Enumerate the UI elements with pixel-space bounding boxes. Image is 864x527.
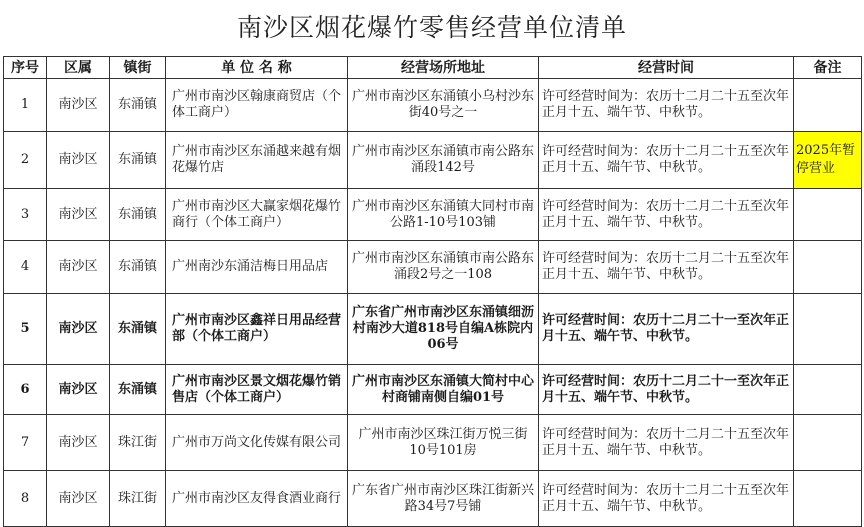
cell-name: 广州市南沙区鑫祥日用品经营部（个体工商户） (166, 294, 348, 365)
header-address: 经营场所地址 (348, 57, 539, 79)
cell-hours: 许可经营时间为：农历十二月二十五至次年正月十五、端午节、中秋节。 (539, 79, 794, 132)
header-name: 单 位 名 称 (166, 57, 348, 79)
cell-no: 7 (4, 415, 47, 471)
cell-town: 东涌镇 (110, 365, 166, 415)
cell-no: 6 (4, 365, 47, 415)
cell-town: 珠江街 (110, 471, 166, 527)
page-title: 南沙区烟花爆竹零售经营单位清单 (236, 13, 627, 42)
cell-name: 广州市南沙区大赢家烟花爆竹商行（个体工商户） (166, 189, 348, 241)
cell-no: 3 (4, 189, 47, 241)
cell-hours: 许可经营时间为：农历十二月二十五至次年正月十五、端午节、中秋节。 (539, 132, 794, 189)
cell-district: 南沙区 (47, 365, 110, 415)
cell-district: 南沙区 (47, 241, 110, 294)
cell-address: 广东省广州市南沙区东涌镇细沥村南沙大道818号自编A栋院内06号 (348, 294, 539, 365)
cell-town: 东涌镇 (110, 189, 166, 241)
cell-district: 南沙区 (47, 294, 110, 365)
cell-name: 广州市南沙区翰康商贸店（个体工商户） (166, 79, 348, 132)
table-row (4, 471, 862, 527)
cell-note (794, 415, 862, 471)
table-row (4, 241, 862, 294)
cell-name: 广州市南沙区东涌越来越有烟花爆竹店 (166, 132, 348, 189)
cell-town: 东涌镇 (110, 132, 166, 189)
header-town: 镇街 (110, 57, 166, 79)
cell-name: 广州市万尚文化传媒有限公司 (166, 415, 348, 471)
header-hours: 经营时间 (539, 57, 794, 79)
cell-note-highlighted (794, 132, 862, 189)
table-row (4, 79, 862, 132)
cell-address: 广州市南沙区东涌镇市南公路东涌段142号 (348, 132, 539, 189)
cell-note (794, 79, 862, 132)
cell-hours: 许可经营时间为：农历十二月二十五至次年正月十五、端午节、中秋节。 (539, 189, 794, 241)
cell-address: 广州市南沙区东涌镇大简村中心村商铺南侧自编01号 (348, 365, 539, 415)
cell-note (794, 294, 862, 365)
cell-no: 4 (4, 241, 47, 294)
cell-address: 广州市南沙区东涌镇小乌村沙东街40号之一 (348, 79, 539, 132)
cell-no: 2 (4, 132, 47, 189)
cell-town: 东涌镇 (110, 294, 166, 365)
cell-note (794, 365, 862, 415)
cell-hours: 许可经营时间：农历十二月二十一至次年正月十五、端午节、中秋节。 (539, 365, 794, 415)
cell-note (794, 471, 862, 527)
cell-name: 广州市南沙区友得食酒业商行 (166, 471, 348, 527)
cell-note (794, 189, 862, 241)
cell-town: 东涌镇 (110, 79, 166, 132)
header-note: 备注 (794, 57, 862, 79)
cell-hours: 许可经营时间为：农历十二月二十五至次年正月十五、端午节、中秋节。 (539, 241, 794, 294)
table-header-row (4, 57, 862, 79)
cell-district: 南沙区 (47, 189, 110, 241)
cell-hours: 许可经营时间为：农历十二月二十五至次年正月十五、端午节、中秋节。 (539, 415, 794, 471)
retail-units-table (3, 56, 862, 527)
cell-town: 珠江街 (110, 415, 166, 471)
cell-hours: 许可经营时间：农历十二月二十一至次年正月十五、端午节、中秋节。 (539, 294, 794, 365)
cell-address: 广州市南沙区东涌镇市南公路东涌段2号之一108 (348, 241, 539, 294)
header-district: 区属 (47, 57, 110, 79)
note-text: 2025年暂停营业 (796, 143, 856, 176)
cell-hours: 许可经营时间为：农历十二月二十五至次年正月十五、端午节、中秋节。 (539, 471, 794, 527)
table-row (4, 294, 862, 365)
cell-no: 5 (4, 294, 47, 365)
cell-name: 广州南沙东涌洁梅日用品店 (166, 241, 348, 294)
cell-district: 南沙区 (47, 415, 110, 471)
cell-name: 广州市南沙区景文烟花爆竹销售店（个体工商户） (166, 365, 348, 415)
table-row (4, 415, 862, 471)
cell-no: 8 (4, 471, 47, 527)
header-no: 序号 (4, 57, 47, 79)
cell-district: 南沙区 (47, 132, 110, 189)
cell-address: 广东省广州市南沙区珠江街新兴路34号7号铺 (348, 471, 539, 527)
table-row (4, 132, 862, 189)
cell-town: 东涌镇 (110, 241, 166, 294)
cell-district: 南沙区 (47, 79, 110, 132)
cell-note (794, 241, 862, 294)
table-row (4, 189, 862, 241)
cell-district: 南沙区 (47, 471, 110, 527)
table-row (4, 365, 862, 415)
cell-no: 1 (4, 79, 47, 132)
cell-address: 广州市南沙区东涌镇大同村市南公路1-10号103铺 (348, 189, 539, 241)
cell-address: 广州市南沙区珠江街万悦三街10号101房 (348, 415, 539, 471)
